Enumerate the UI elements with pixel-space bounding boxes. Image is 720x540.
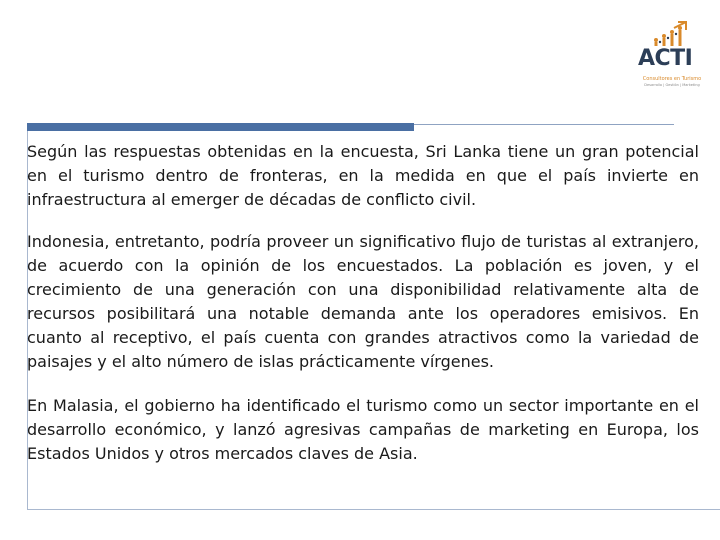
title-rule-line [414, 124, 674, 125]
logo-wordmark: ACTI [638, 46, 693, 71]
paragraph-malasia: En Malasia, el gobierno ha identificado el turismo como un sector importante en el desarrollo económico, y lanzó agresivas campañas de marketing en Europa, los Estados Unidos y otros mercados claves de Asia. [27, 396, 699, 463]
people-growth-icon [650, 20, 690, 46]
company-logo [630, 18, 710, 90]
paragraph-indonesia: Indonesia, entretanto, podría proveer un significativo flujo de turistas al extranjero, de acuerdo con la opinión de los encuestados. La población es joven, y el crecimiento de una generación con una disponibilidad relativamente alta de recursos posibilitará una notable demanda ante los operadores emisivos. En cuanto al receptivo, el país cuenta con grandes atractivos como la variedad de paisajes y el alto número de islas prácticamente vírgenes. [27, 232, 699, 371]
logo-tagline: Consultores en Turismo [642, 76, 702, 82]
logo-subtagline: Desarrollo | Gestión | Marketing [644, 83, 700, 87]
paragraph-sri-lanka: Según las respuestas obtenidas en la encuesta, Sri Lanka tiene un gran potencial en el turismo dentro de fronteras, en la medida en que el país invierte en infraestructura al emerger de décadas de conflicto civil. [27, 142, 699, 209]
body-text [27, 140, 699, 484]
title-rule-accent [27, 123, 414, 131]
